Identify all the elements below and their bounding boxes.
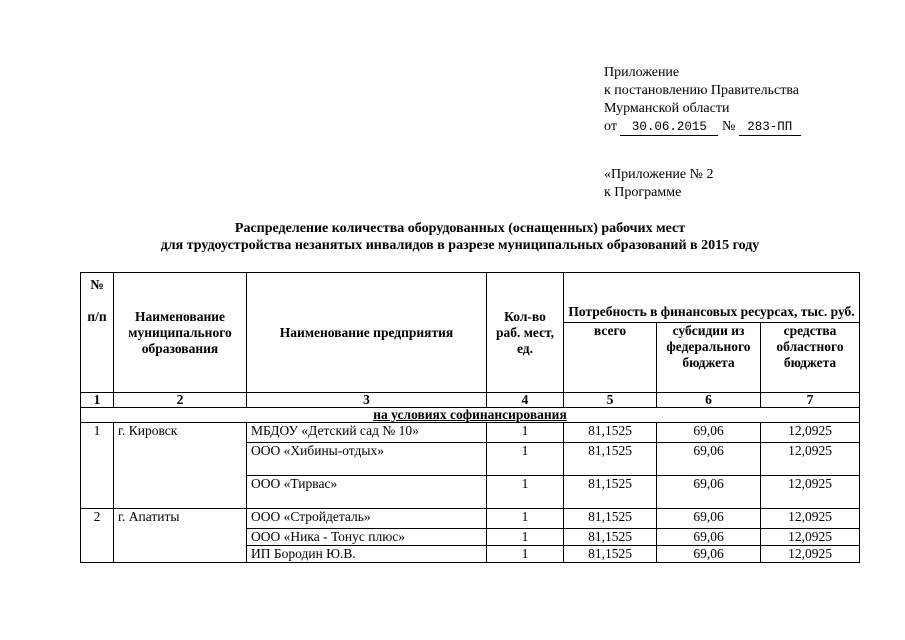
decree-line-1: Приложение xyxy=(604,65,680,80)
col-number: 1 xyxy=(81,393,114,408)
row-federal: 69,06 xyxy=(657,476,761,509)
header-no-symbol: № xyxy=(90,277,104,292)
decree-date: 30.06.2015 xyxy=(620,120,718,136)
header-count: Кол-во раб. мест, ед. xyxy=(487,273,564,393)
row-total: 81,1525 xyxy=(564,423,657,443)
row-total: 81,1525 xyxy=(564,529,657,546)
header-enterprise: Наименование предприятия xyxy=(247,273,487,393)
row-count: 1 xyxy=(487,529,564,546)
distribution-table xyxy=(80,272,860,563)
row-enterprise: ИП Бородин Ю.В. xyxy=(247,546,487,563)
row-enterprise: ООО «Стройдеталь» xyxy=(247,509,487,529)
document-title xyxy=(80,220,840,254)
appendix-reference xyxy=(604,166,714,202)
row-federal: 69,06 xyxy=(657,529,761,546)
col-number: 7 xyxy=(761,393,860,408)
row-regional: 12,0925 xyxy=(761,529,860,546)
row-municipality: г. Кировск xyxy=(114,423,247,509)
col-number: 3 xyxy=(247,393,487,408)
row-count: 1 xyxy=(487,443,564,476)
header-municipality: Наименование муниципального образования xyxy=(114,273,247,393)
row-federal: 69,06 xyxy=(657,443,761,476)
row-count: 1 xyxy=(487,546,564,563)
row-regional: 12,0925 xyxy=(761,509,860,529)
decree-reference xyxy=(604,64,801,136)
row-enterprise: ООО «Хибины-отдых» xyxy=(247,443,487,476)
header-finance: Потребность в финансовых ресурсах, тыс. руб. xyxy=(564,273,860,323)
row-regional: 12,0925 xyxy=(761,546,860,563)
section-row xyxy=(81,408,860,423)
header-total: всего xyxy=(564,323,657,393)
appendix-line-1: «Приложение № 2 xyxy=(604,167,714,182)
row-enterprise: ООО «Ника - Тонус плюс» xyxy=(247,529,487,546)
row-enterprise: МБДОУ «Детский сад № 10» xyxy=(247,423,487,443)
row-federal: 69,06 xyxy=(657,423,761,443)
title-line-1: Распределение количества оборудованных (оснащенных) рабочих мест xyxy=(234,221,686,236)
table-row xyxy=(81,509,860,529)
header-federal: субсидии из федерального бюджета xyxy=(657,323,761,393)
row-regional: 12,0925 xyxy=(761,443,860,476)
col-number: 4 xyxy=(487,393,564,408)
header-row-number xyxy=(81,273,114,393)
decree-line-3: Мурманской области xyxy=(604,101,730,116)
row-count: 1 xyxy=(487,423,564,443)
header-no-label: п/п xyxy=(87,309,107,324)
decree-line-2: к постановлению Правительства xyxy=(604,83,800,98)
row-federal: 69,06 xyxy=(657,509,761,529)
title-line-2: для трудоустройства незанятых инвалидов в разрезе муниципальных образований в 2015 году xyxy=(160,238,760,253)
row-enterprise: ООО «Тирвас» xyxy=(247,476,487,509)
col-number: 5 xyxy=(564,393,657,408)
row-no: 1 xyxy=(81,423,114,509)
decree-number: 283-ПП xyxy=(739,120,801,136)
decree-date-line xyxy=(604,118,801,136)
row-total: 81,1525 xyxy=(564,443,657,476)
header-regional: средства областного бюджета xyxy=(761,323,860,393)
row-total: 81,1525 xyxy=(564,546,657,563)
row-count: 1 xyxy=(487,509,564,529)
number-sign: № xyxy=(721,119,736,134)
col-number: 6 xyxy=(657,393,761,408)
row-regional: 12,0925 xyxy=(761,476,860,509)
row-federal: 69,06 xyxy=(657,546,761,563)
date-prefix: от xyxy=(604,119,617,134)
section-label: на условиях софинансирования xyxy=(81,408,860,423)
column-numbers-row xyxy=(81,393,860,408)
row-total: 81,1525 xyxy=(564,476,657,509)
row-count: 1 xyxy=(487,476,564,509)
row-municipality: г. Апатиты xyxy=(114,509,247,563)
row-total: 81,1525 xyxy=(564,509,657,529)
col-number: 2 xyxy=(114,393,247,408)
row-no: 2 xyxy=(81,509,114,563)
appendix-line-2: к Программе xyxy=(604,185,682,200)
table-row xyxy=(81,423,860,443)
row-regional: 12,0925 xyxy=(761,423,860,443)
